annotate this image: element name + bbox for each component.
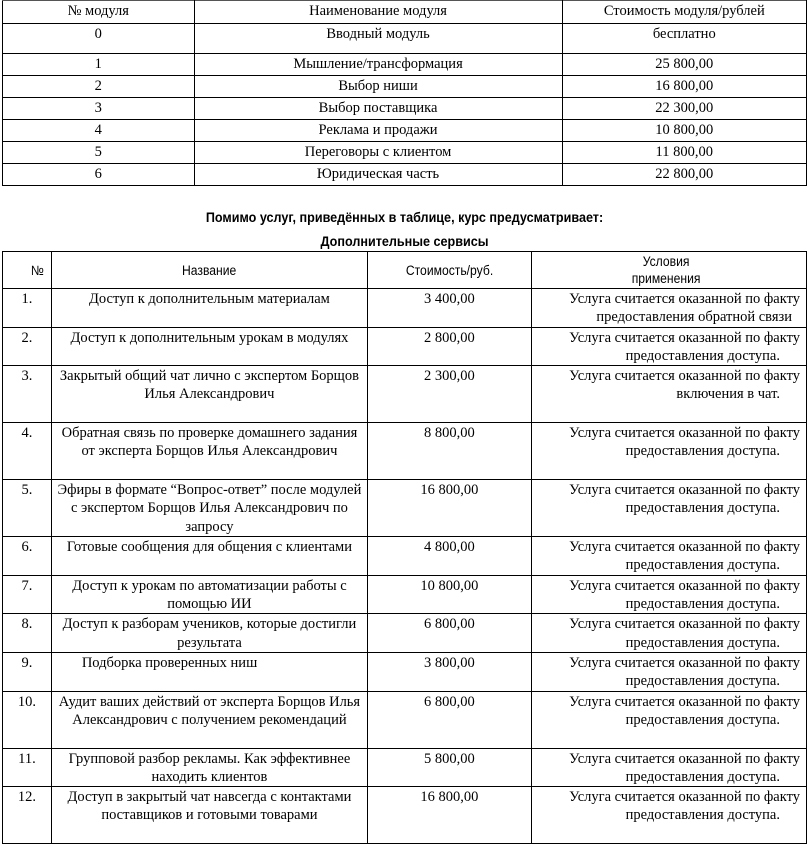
service-name: Групповой разбор рекламы. Как эффективнее находить клиентов (51, 748, 367, 787)
header-number: № (3, 252, 52, 289)
service-price: 16 800,00 (368, 480, 532, 537)
module-name: Реклама и продажи (194, 120, 562, 142)
header-module-name: Наименование модуля (194, 1, 562, 24)
service-name: Закрытый общий чат лично с экспертом Борщов Илья Александрович (51, 366, 367, 423)
services-table (2, 251, 807, 844)
services-intro-heading: Помимо услуг, приведённых в таблице, курс предусматривает: (205, 209, 604, 225)
table-row (3, 691, 807, 748)
module-price: 22 800,00 (562, 164, 806, 186)
table-row (3, 787, 807, 844)
header-conditions: Условия применения (531, 252, 806, 289)
service-condition: Услуга считается оказанной по факту предоставления доступа. (531, 748, 806, 787)
service-number: 8. (3, 614, 52, 653)
table-row (3, 24, 807, 54)
module-name: Выбор поставщика (194, 98, 562, 120)
table-row (3, 366, 807, 423)
service-number: 3. (3, 366, 52, 423)
service-condition: Услуга считается оказанной по факту предоставления обратной связи (531, 289, 806, 328)
module-name: Вводный модуль (194, 24, 562, 54)
module-price: 10 800,00 (562, 120, 806, 142)
service-name: Подборка проверенных ниш (51, 652, 367, 691)
header-price: Стоимость/руб. (368, 252, 532, 289)
service-number: 5. (3, 480, 52, 537)
service-name: Доступ к дополнительным материалам (51, 289, 367, 328)
service-number: 2. (3, 327, 52, 366)
service-number: 9. (3, 652, 52, 691)
module-number: 2 (3, 76, 195, 98)
table-row (3, 614, 807, 653)
service-price: 8 800,00 (368, 423, 532, 480)
module-name: Юридическая часть (194, 164, 562, 186)
module-number: 6 (3, 164, 195, 186)
service-name: Доступ к урокам по автоматизации работы с помощью ИИ (51, 575, 367, 614)
service-condition: Услуга считается оказанной по факту предоставления доступа. (531, 537, 806, 576)
service-name: Обратная связь по проверке домашнего задания от эксперта Борщов Илья Александрович (51, 423, 367, 480)
service-price: 2 300,00 (368, 366, 532, 423)
service-condition: Услуга считается оказанной по факту предоставления доступа. (531, 787, 806, 844)
module-number: 3 (3, 98, 195, 120)
modules-header-row (3, 1, 807, 24)
table-row (3, 120, 807, 142)
service-price: 3 800,00 (368, 652, 532, 691)
module-price: 22 300,00 (562, 98, 806, 120)
header-module-price: Стоимость модуля/рублей (562, 1, 806, 24)
service-condition: Услуга считается оказанной по факту включения в чат. (531, 366, 806, 423)
service-condition: Услуга считается оказанной по факту предоставления доступа. (531, 327, 806, 366)
table-row (3, 76, 807, 98)
service-price: 6 800,00 (368, 614, 532, 653)
service-number: 6. (3, 537, 52, 576)
service-name: Доступ к дополнительным урокам в модулях (51, 327, 367, 366)
module-price: 25 800,00 (562, 54, 806, 76)
table-row (3, 327, 807, 366)
service-name: Доступ к разборам учеников, которые достигли результата (51, 614, 367, 653)
service-price: 3 400,00 (368, 289, 532, 328)
service-price: 4 800,00 (368, 537, 532, 576)
table-row (3, 98, 807, 120)
table-row (3, 142, 807, 164)
module-number: 5 (3, 142, 195, 164)
module-name: Переговоры с клиентом (194, 142, 562, 164)
table-row (3, 289, 807, 328)
header-module-number: № модуля (3, 1, 195, 24)
service-number: 10. (3, 691, 52, 748)
header-name: Название (51, 252, 367, 289)
service-condition: Услуга считается оказанной по факту предоставления доступа. (531, 652, 806, 691)
module-number: 1 (3, 54, 195, 76)
service-price: 6 800,00 (368, 691, 532, 748)
table-row (3, 575, 807, 614)
service-number: 12. (3, 787, 52, 844)
service-condition: Услуга считается оказанной по факту предоставления доступа. (531, 691, 806, 748)
service-name: Аудит ваших действий от эксперта Борщов Илья Александрович с получением рекомендаций (51, 691, 367, 748)
service-price: 2 800,00 (368, 327, 532, 366)
table-row (3, 748, 807, 787)
service-name: Эфиры в формате “Вопрос-ответ” после модулей с экспертом Борщов Илья Александрович по запросу (51, 480, 367, 537)
service-condition: Услуга считается оказанной по факту предоставления доступа. (531, 614, 806, 653)
table-row (3, 54, 807, 76)
service-number: 7. (3, 575, 52, 614)
service-number: 11. (3, 748, 52, 787)
services-header-row (3, 252, 807, 289)
service-condition: Услуга считается оказанной по факту предоставления доступа. (531, 575, 806, 614)
service-number: 4. (3, 423, 52, 480)
table-row (3, 537, 807, 576)
table-row (3, 652, 807, 691)
services-table-title: Дополнительные сервисы (320, 233, 489, 249)
service-condition: Услуга считается оказанной по факту предоставления доступа. (531, 480, 806, 537)
service-price: 5 800,00 (368, 748, 532, 787)
module-price: 11 800,00 (562, 142, 806, 164)
module-number: 4 (3, 120, 195, 142)
service-price: 16 800,00 (368, 787, 532, 844)
modules-table (2, 0, 807, 186)
service-name: Доступ в закрытый чат навсегда с контактами поставщиков и готовыми товарами (51, 787, 367, 844)
module-price: бесплатно (562, 24, 806, 54)
module-number: 0 (3, 24, 195, 54)
table-row (3, 164, 807, 186)
service-price: 10 800,00 (368, 575, 532, 614)
table-row (3, 423, 807, 480)
module-price: 16 800,00 (562, 76, 806, 98)
module-name: Мышление/трансформация (194, 54, 562, 76)
module-name: Выбор ниши (194, 76, 562, 98)
service-condition: Услуга считается оказанной по факту предоставления доступа. (531, 423, 806, 480)
service-name: Готовые сообщения для общения с клиентами (51, 537, 367, 576)
table-row (3, 480, 807, 537)
service-number: 1. (3, 289, 52, 328)
